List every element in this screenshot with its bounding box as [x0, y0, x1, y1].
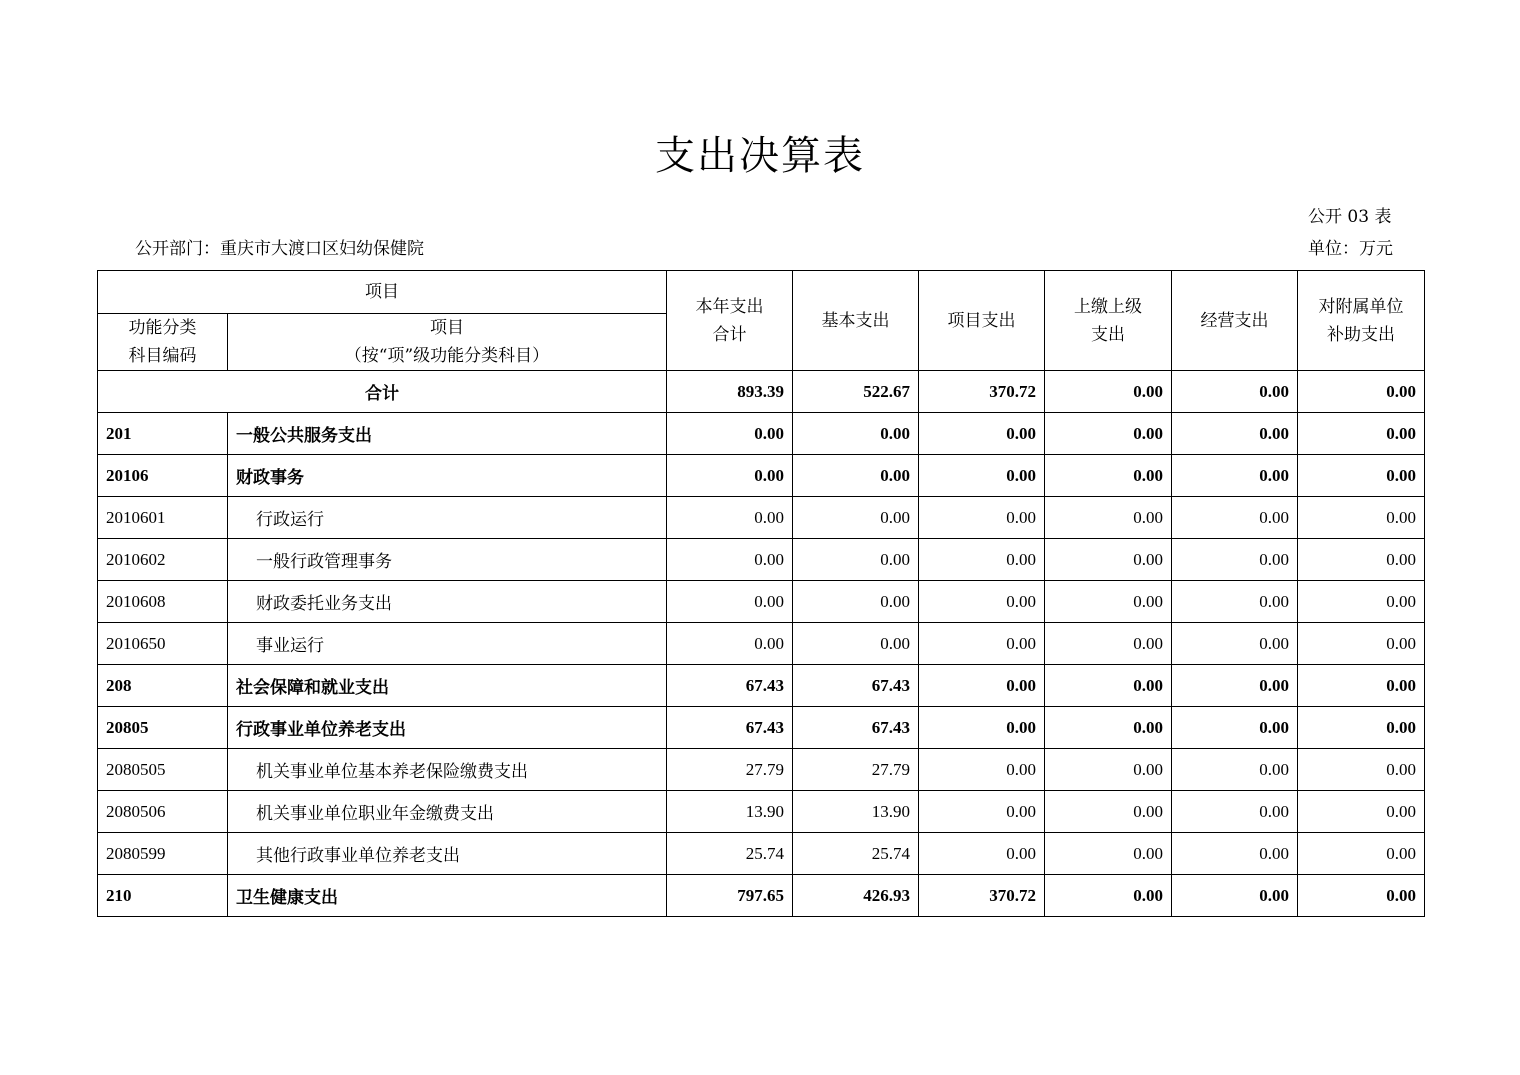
row-project: 0.00 — [919, 497, 1045, 539]
row-basic: 0.00 — [793, 581, 919, 623]
row-basic: 27.79 — [793, 749, 919, 791]
row-operating: 0.00 — [1172, 791, 1298, 833]
row-code: 2010601 — [98, 497, 228, 539]
row-basic: 0.00 — [793, 539, 919, 581]
row-total: 0.00 — [667, 623, 793, 665]
header-item-line2: （按“项”级功能分类科目） — [344, 346, 550, 366]
row-project: 0.00 — [919, 791, 1045, 833]
row-basic: 0.00 — [793, 413, 919, 455]
row-basic: 67.43 — [793, 665, 919, 707]
header-upper — [1045, 271, 1172, 371]
total-sum: 893.39 — [667, 371, 793, 413]
row-subsidy: 0.00 — [1298, 539, 1425, 581]
row-project: 0.00 — [919, 413, 1045, 455]
row-subsidy: 0.00 — [1298, 875, 1425, 917]
header-total-line2: 合计 — [712, 324, 747, 345]
row-code: 2010650 — [98, 623, 228, 665]
department-label: 公开部门：重庆市大渡口区妇幼保健院 — [135, 239, 424, 259]
form-number: 公开 03 表 — [1308, 207, 1392, 227]
header-item-line1: 项目 — [430, 318, 464, 338]
row-subsidy: 0.00 — [1298, 497, 1425, 539]
row-basic: 67.43 — [793, 707, 919, 749]
row-project: 0.00 — [919, 581, 1045, 623]
header-subsidy — [1298, 271, 1425, 371]
row-name: 机关事业单位基本养老保险缴费支出 — [228, 749, 667, 791]
header-upper-line2: 支出 — [1091, 324, 1125, 345]
row-name: 财政事务 — [228, 455, 667, 497]
row-total: 0.00 — [667, 455, 793, 497]
row-operating: 0.00 — [1172, 539, 1298, 581]
total-subsidy: 0.00 — [1298, 371, 1425, 413]
row-basic: 0.00 — [793, 455, 919, 497]
header-project-group: 项目 — [98, 271, 667, 314]
table-row — [98, 581, 1425, 623]
row-total: 27.79 — [667, 749, 793, 791]
header-basic: 基本支出 — [793, 271, 919, 371]
row-project: 0.00 — [919, 749, 1045, 791]
row-total: 0.00 — [667, 413, 793, 455]
row-upper: 0.00 — [1045, 539, 1172, 581]
row-subsidy: 0.00 — [1298, 707, 1425, 749]
row-upper: 0.00 — [1045, 497, 1172, 539]
row-code: 2080505 — [98, 749, 228, 791]
row-operating: 0.00 — [1172, 665, 1298, 707]
table-row — [98, 623, 1425, 665]
page-title: 支出决算表 — [655, 133, 865, 179]
row-subsidy: 0.00 — [1298, 665, 1425, 707]
table-row — [98, 539, 1425, 581]
row-upper: 0.00 — [1045, 623, 1172, 665]
header-operating: 经营支出 — [1172, 271, 1298, 371]
row-code: 20106 — [98, 455, 228, 497]
total-basic: 522.67 — [793, 371, 919, 413]
row-upper: 0.00 — [1045, 413, 1172, 455]
row-operating: 0.00 — [1172, 455, 1298, 497]
row-name: 机关事业单位职业年金缴费支出 — [228, 791, 667, 833]
row-subsidy: 0.00 — [1298, 455, 1425, 497]
row-name: 其他行政事业单位养老支出 — [228, 833, 667, 875]
header-subsidy-line2: 补助支出 — [1327, 324, 1395, 345]
row-upper: 0.00 — [1045, 665, 1172, 707]
row-code: 2010602 — [98, 539, 228, 581]
table-row — [98, 707, 1425, 749]
row-upper: 0.00 — [1045, 875, 1172, 917]
row-name: 行政运行 — [228, 497, 667, 539]
row-total: 67.43 — [667, 707, 793, 749]
row-name: 财政委托业务支出 — [228, 581, 667, 623]
row-name: 行政事业单位养老支出 — [228, 707, 667, 749]
row-operating: 0.00 — [1172, 413, 1298, 455]
row-upper: 0.00 — [1045, 791, 1172, 833]
row-basic: 426.93 — [793, 875, 919, 917]
row-code: 2080599 — [98, 833, 228, 875]
row-total: 797.65 — [667, 875, 793, 917]
header-total — [667, 271, 793, 371]
row-basic: 0.00 — [793, 497, 919, 539]
row-upper: 0.00 — [1045, 707, 1172, 749]
row-operating: 0.00 — [1172, 749, 1298, 791]
row-code: 2010608 — [98, 581, 228, 623]
row-total: 13.90 — [667, 791, 793, 833]
row-upper: 0.00 — [1045, 749, 1172, 791]
table-row — [98, 665, 1425, 707]
header-code-line1: 功能分类 — [128, 318, 197, 338]
row-subsidy: 0.00 — [1298, 581, 1425, 623]
header-total-line1: 本年支出 — [695, 296, 764, 317]
row-subsidy: 0.00 — [1298, 791, 1425, 833]
header-upper-line1: 上缴上级 — [1074, 296, 1142, 317]
row-code: 208 — [98, 665, 228, 707]
total-label: 合计 — [98, 371, 667, 413]
table-row — [98, 497, 1425, 539]
expenditure-table — [97, 270, 1425, 917]
row-total: 0.00 — [667, 539, 793, 581]
row-name: 事业运行 — [228, 623, 667, 665]
row-operating: 0.00 — [1172, 875, 1298, 917]
row-project: 0.00 — [919, 707, 1045, 749]
row-operating: 0.00 — [1172, 707, 1298, 749]
row-upper: 0.00 — [1045, 581, 1172, 623]
row-subsidy: 0.00 — [1298, 413, 1425, 455]
total-project: 370.72 — [919, 371, 1045, 413]
table-row — [98, 833, 1425, 875]
total-row — [98, 371, 1425, 413]
header-item — [228, 314, 667, 371]
header-code-line2: 科目编码 — [128, 346, 197, 366]
row-basic: 13.90 — [793, 791, 919, 833]
table-row — [98, 413, 1425, 455]
row-operating: 0.00 — [1172, 833, 1298, 875]
row-upper: 0.00 — [1045, 833, 1172, 875]
table-row — [98, 455, 1425, 497]
row-project: 370.72 — [919, 875, 1045, 917]
row-basic: 25.74 — [793, 833, 919, 875]
row-subsidy: 0.00 — [1298, 833, 1425, 875]
row-basic: 0.00 — [793, 623, 919, 665]
header-project: 项目支出 — [919, 271, 1045, 371]
row-total: 25.74 — [667, 833, 793, 875]
total-upper: 0.00 — [1045, 371, 1172, 413]
row-total: 0.00 — [667, 497, 793, 539]
row-project: 0.00 — [919, 833, 1045, 875]
row-name: 社会保障和就业支出 — [228, 665, 667, 707]
total-operating: 0.00 — [1172, 371, 1298, 413]
row-code: 2080506 — [98, 791, 228, 833]
header-code — [98, 314, 228, 371]
unit-label: 单位：万元 — [1308, 239, 1393, 259]
row-total: 0.00 — [667, 581, 793, 623]
row-operating: 0.00 — [1172, 581, 1298, 623]
row-code: 20805 — [98, 707, 228, 749]
row-name: 一般行政管理事务 — [228, 539, 667, 581]
row-upper: 0.00 — [1045, 455, 1172, 497]
row-code: 210 — [98, 875, 228, 917]
row-subsidy: 0.00 — [1298, 623, 1425, 665]
row-project: 0.00 — [919, 665, 1045, 707]
row-total: 67.43 — [667, 665, 793, 707]
row-project: 0.00 — [919, 623, 1045, 665]
row-project: 0.00 — [919, 539, 1045, 581]
table-row — [98, 791, 1425, 833]
row-project: 0.00 — [919, 455, 1045, 497]
table-row — [98, 875, 1425, 917]
row-name: 卫生健康支出 — [228, 875, 667, 917]
row-code: 201 — [98, 413, 228, 455]
table-row — [98, 749, 1425, 791]
row-subsidy: 0.00 — [1298, 749, 1425, 791]
header-subsidy-line1: 对附属单位 — [1318, 296, 1404, 317]
row-operating: 0.00 — [1172, 497, 1298, 539]
row-name: 一般公共服务支出 — [228, 413, 667, 455]
row-operating: 0.00 — [1172, 623, 1298, 665]
